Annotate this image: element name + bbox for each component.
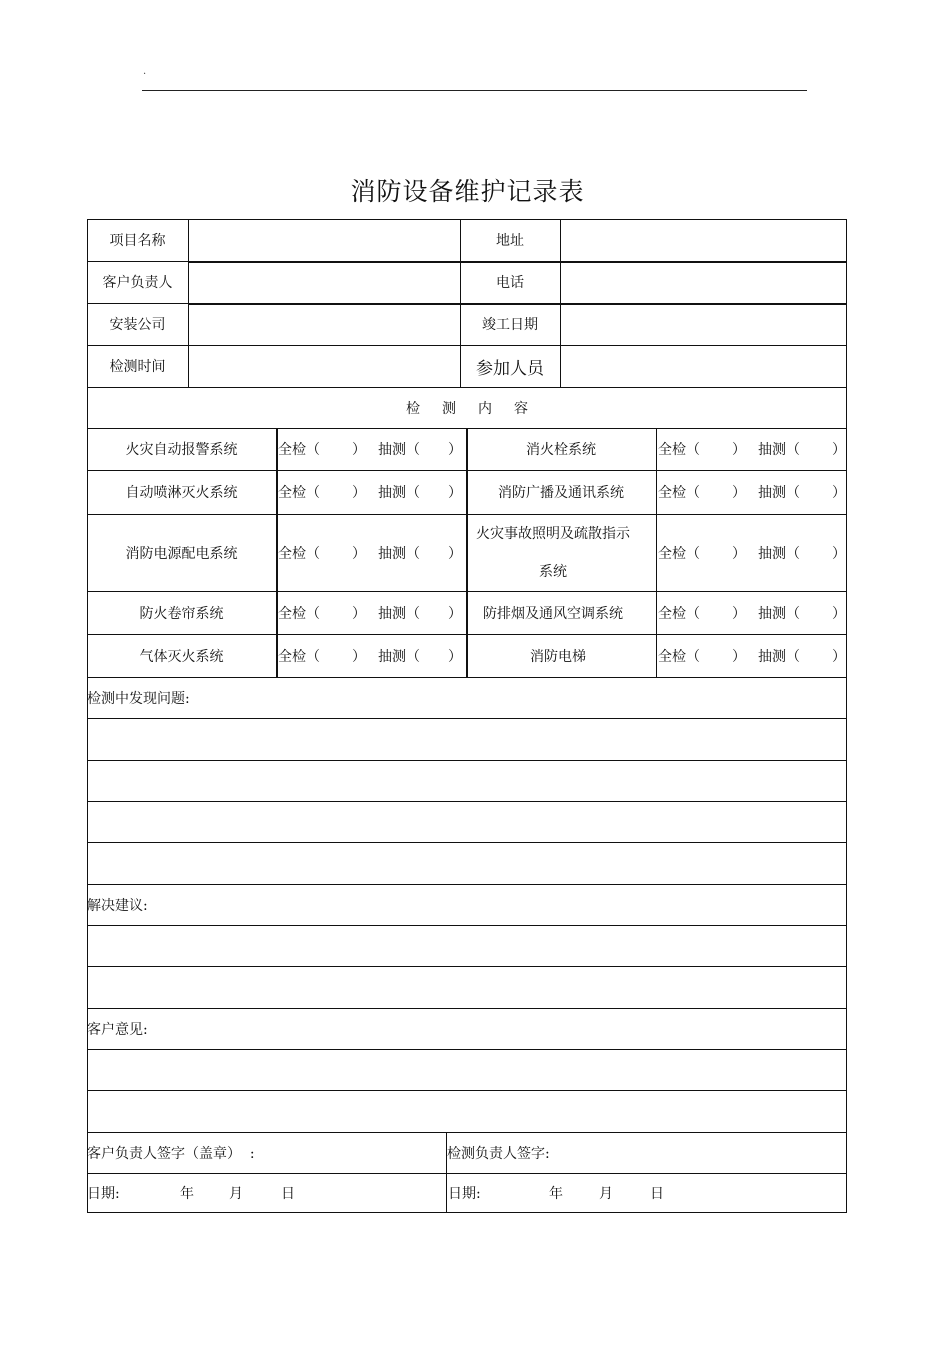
full-check-option[interactable]: 全检（ (658, 545, 700, 562)
check-options (276, 428, 466, 470)
check-options (656, 428, 847, 470)
header-rule (142, 90, 807, 91)
close-paren: ） (732, 605, 746, 622)
system-name: 消防广播及通讯系统 (498, 485, 624, 501)
system-name: 防排烟及通风空调系统 (483, 605, 623, 622)
close-paren: ） (448, 485, 462, 501)
sample-check-option[interactable]: 抽测（ (378, 442, 420, 458)
close-paren: ） (832, 605, 846, 622)
system-name: 火灾自动报警系统 (125, 442, 238, 458)
suggestions-label: 解决建议: (87, 897, 148, 914)
project-name-field[interactable] (188, 219, 460, 261)
close-paren: ） (832, 545, 846, 562)
close-paren: ） (832, 485, 846, 501)
client-opinion-field[interactable] (87, 1049, 847, 1132)
phone-label: 电话 (496, 275, 524, 291)
completion-date-field[interactable] (560, 303, 847, 345)
install-company-field[interactable] (188, 303, 460, 345)
sample-check-option[interactable]: 抽测（ (378, 485, 420, 501)
date-label: 日期: (448, 1186, 481, 1202)
full-check-option[interactable]: 全检（ (278, 442, 320, 458)
full-check-option[interactable]: 全检（ (658, 605, 700, 622)
full-check-option[interactable]: 全检（ (658, 442, 700, 458)
participants-label: 参加人员 (476, 358, 544, 379)
problems-label: 检测中发现问题: (87, 690, 190, 707)
close-paren: ） (732, 442, 746, 458)
address-label: 地址 (496, 233, 524, 249)
system-name-line: 火灾事故照明及疏散指示 (476, 525, 630, 542)
close-paren: ） (352, 605, 366, 622)
client-lead-label: 客户负责人 (102, 275, 173, 291)
full-check-option[interactable]: 全检（ (278, 545, 320, 562)
check-options (656, 634, 847, 677)
sample-check-option[interactable]: 抽测（ (758, 545, 800, 562)
sample-check-option[interactable]: 抽测（ (758, 605, 800, 622)
close-paren: ） (352, 648, 366, 665)
system-name (466, 514, 640, 591)
sample-check-option[interactable]: 抽测（ (758, 648, 800, 665)
project-name-label: 项目名称 (109, 233, 166, 249)
close-paren: ） (732, 545, 746, 562)
close-paren: ） (448, 545, 462, 562)
client-opinion-label: 客户意见: (87, 1021, 148, 1038)
inspection-heading-text: 检测内容 (406, 400, 550, 417)
full-check-option[interactable]: 全检（ (278, 605, 320, 622)
page-title: 消防设备维护记录表 (350, 177, 585, 206)
system-name: 消防电梯 (530, 648, 586, 665)
problems-field[interactable] (87, 718, 847, 884)
year-label: 年 (549, 1186, 563, 1202)
sample-check-option[interactable]: 抽测（ (758, 485, 800, 501)
check-options (276, 591, 466, 634)
system-name-line: 系统 (539, 563, 567, 580)
close-paren: ） (352, 442, 366, 458)
completion-date-label: 竣工日期 (482, 317, 538, 333)
close-paren: ） (352, 545, 366, 562)
check-options (656, 514, 847, 591)
full-check-option[interactable]: 全检（ (658, 648, 700, 665)
system-name: 自动喷淋灭火系统 (125, 485, 238, 501)
sample-check-option[interactable]: 抽测（ (378, 545, 420, 562)
phone-field[interactable] (560, 261, 847, 303)
month-label: 月 (229, 1186, 243, 1202)
day-label: 日 (281, 1186, 295, 1202)
sample-check-option[interactable]: 抽测（ (378, 605, 420, 622)
check-options (276, 634, 466, 677)
full-check-option[interactable]: 全检（ (278, 648, 320, 665)
header-mark: . (143, 66, 147, 77)
participants-field[interactable] (560, 345, 847, 387)
year-label: 年 (180, 1186, 194, 1202)
month-label: 月 (599, 1186, 613, 1202)
inspector-sign-label: 检测负责人签字: (447, 1145, 550, 1162)
client-lead-field[interactable] (188, 261, 460, 303)
system-name: 防火卷帘系统 (139, 605, 224, 622)
check-options (656, 591, 847, 634)
sample-check-option[interactable]: 抽测（ (378, 648, 420, 665)
check-options (276, 514, 466, 591)
close-paren: ） (832, 442, 846, 458)
full-check-option[interactable]: 全检（ (658, 485, 700, 501)
check-options (656, 470, 847, 514)
close-paren: ） (732, 648, 746, 665)
install-company-label: 安装公司 (109, 317, 166, 333)
close-paren: ） (832, 648, 846, 665)
system-name: 消防电源配电系统 (125, 545, 238, 562)
sample-check-option[interactable]: 抽测（ (758, 442, 800, 458)
inspector-date-row (447, 1173, 847, 1213)
system-name: 气体灭火系统 (139, 648, 224, 665)
close-paren: ） (732, 485, 746, 501)
inspection-heading (87, 387, 847, 428)
close-paren: ） (352, 485, 366, 501)
day-label: 日 (650, 1186, 664, 1202)
close-paren: ） (448, 442, 462, 458)
inspection-time-field[interactable] (188, 345, 460, 387)
suggestions-field[interactable] (87, 925, 847, 1008)
check-options (276, 470, 466, 514)
close-paren: ） (448, 648, 462, 665)
address-field[interactable] (560, 219, 847, 261)
date-label: 日期: (87, 1186, 120, 1202)
close-paren: ） (448, 605, 462, 622)
inspection-time-label: 检测时间 (109, 359, 166, 375)
client-date-row (87, 1173, 446, 1213)
client-sign-label: 客户负责人签字（盖章） : (87, 1145, 255, 1162)
full-check-option[interactable]: 全检（ (278, 485, 320, 501)
system-name: 消火栓系统 (526, 442, 596, 458)
